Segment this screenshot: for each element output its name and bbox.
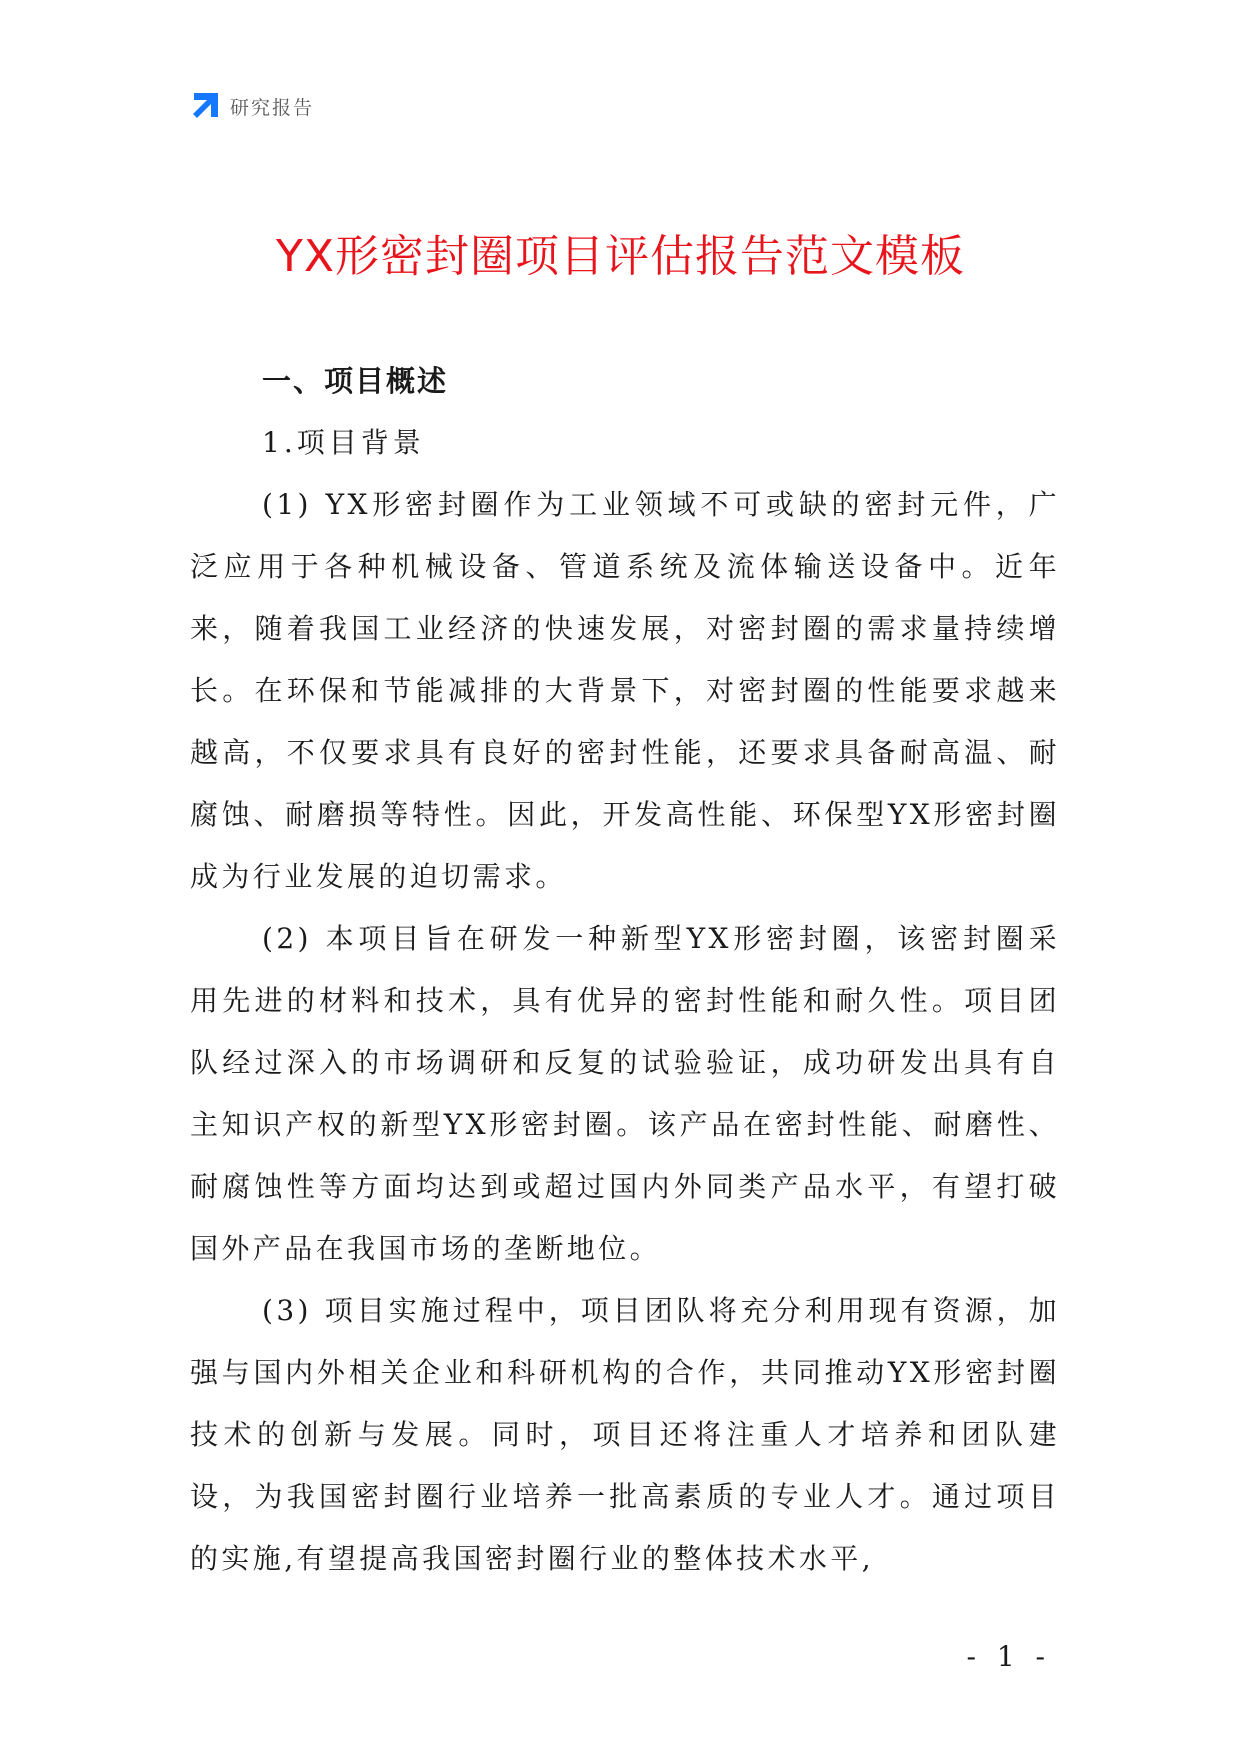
arrow-up-right-icon [190, 91, 220, 121]
header-label: 研究报告 [230, 96, 315, 119]
paragraph-1: (1) YX形密封圈作为工业领域不可或缺的密封元件，广泛应用于各种机械设备、管道系统及流体输送设备中。近年来，随着我国工业经济的快速发展，对密封圈的需求量持续增长。在环保和节能减排的大背景下，对密封圈的性能要求越来越高，不仅要求具有良好的密封性能，还要求具备耐高温、耐腐蚀、耐磨损等特性。因此，开发高性能、环保型YX形密封圈成为行业发展的迫切需求。 [190, 488, 1060, 893]
document-body [190, 350, 1060, 1590]
document-title: YX形密封圈项目评估报告范文模板 [275, 231, 966, 282]
section-heading: 一、项目概述 [262, 364, 449, 398]
page-number: - 1 - [966, 1640, 1051, 1673]
paragraph-3: (3) 项目实施过程中，项目团队将充分利用现有资源，加强与国内外相关企业和科研机构的合作，共同推动YX形密封圈技术的创新与发展。同时，项目还将注重人才培养和团队建设，为我国密封圈行业培养一批高素质的专业人才。通过项目的实施,有望提高我国密封圈行业的整体技术水平, [190, 1294, 1060, 1575]
paragraph-2: (2) 本项目旨在研发一种新型YX形密封圈，该密封圈采用先进的材料和技术，具有优异的密封性能和耐久性。项目团队经过深入的市场调研和反复的试验验证，成功研发出具有自主知识产权的新型YX形密封圈。该产品在密封性能、耐磨性、耐腐蚀性等方面均达到或超过国内外同类产品水平，有望打破国外产品在我国市场的垄断地位。 [190, 922, 1060, 1265]
subsection-heading: 1.项目背景 [262, 426, 425, 459]
report-header [190, 88, 314, 124]
